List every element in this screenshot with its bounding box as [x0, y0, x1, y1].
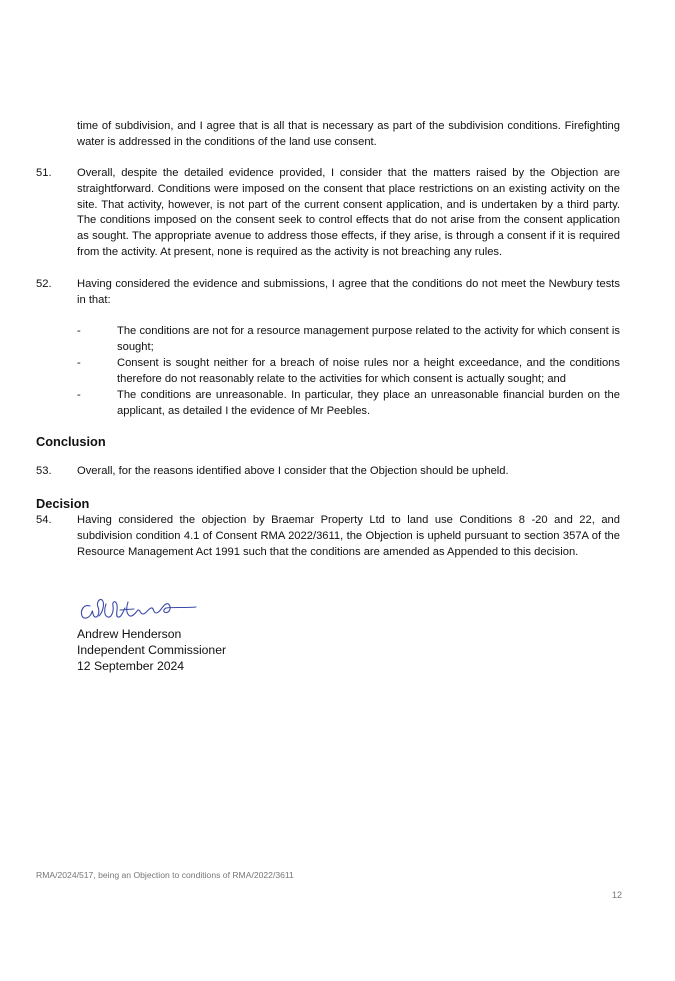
bullet-item: The conditions are not for a resource management purpose related to the activity for which consent is sought; [117, 325, 620, 353]
footer-reference: RMA/2024/517, being an Objection to conditions of RMA/2022/3611 [36, 870, 294, 880]
paragraph-52-text: Having considered the evidence and submissions, I agree that the conditions do not meet the Newbury tests in that: [77, 278, 620, 306]
signatory-title: Independent Commissioner [77, 643, 227, 657]
signature-date: 12 September 2024 [77, 659, 185, 673]
bullet-item: The conditions are unreasonable. In particular, they place an unreasonable financial burden on the applicant, as detailed I the evidence of Mr Peebles. [117, 389, 620, 417]
bullet-marker: - [77, 325, 81, 337]
paragraph-number-51: 51. [36, 167, 52, 179]
continuation-paragraph: time of subdivision, and I agree that is all that is necessary as part of the subdivision conditions. Firefighting water is addressed in the conditions of the land use consent. [77, 120, 620, 148]
paragraph-number-52: 52. [36, 278, 52, 290]
bullet-marker: - [77, 357, 81, 369]
paragraph-53-text: Overall, for the reasons identified above I consider that the Objection should be upheld. [77, 465, 509, 477]
paragraph-number-54: 54. [36, 514, 52, 526]
paragraph-number-53: 53. [36, 465, 52, 477]
page-number: 12 [611, 890, 622, 900]
signatory-name: Andrew Henderson [77, 627, 182, 641]
bullet-marker: - [77, 389, 81, 401]
paragraph-51-text: Overall, despite the detailed evidence provided, I consider that the matters raised by the Objection are straightforward. Conditions were imposed on the consent that place restrictions on an existing activity on the site. That activity, however, is not part of the current consent application, and is undertaken by a third party. The conditions imposed on the consent seek to control effects that do not arise from the consent application as sought. The appropriate avenue to address those effects, if they arise, is through a consent if it is required from the activity. At present, none is required as the activity is not breaching any rules. [77, 167, 620, 258]
paragraph-54-text: Having considered the objection by Braemar Property Ltd to land use Conditions 8 -20 and 22, and subdivision condition 4.1 of Consent RMA 2022/3611, the Objection is upheld pursuant to section 357A of the Resource Management Act 1991 such that the conditions are amended as Appended to this decision. [77, 514, 620, 558]
conclusion-heading: Conclusion [36, 434, 106, 449]
decision-heading: Decision [36, 496, 90, 511]
bullet-item: Consent is sought neither for a breach of noise rules nor a height exceedance, and the conditions therefore do not reasonably relate to the activities for which consent is actually sought; and [117, 357, 620, 385]
handwritten-signature [78, 592, 202, 624]
